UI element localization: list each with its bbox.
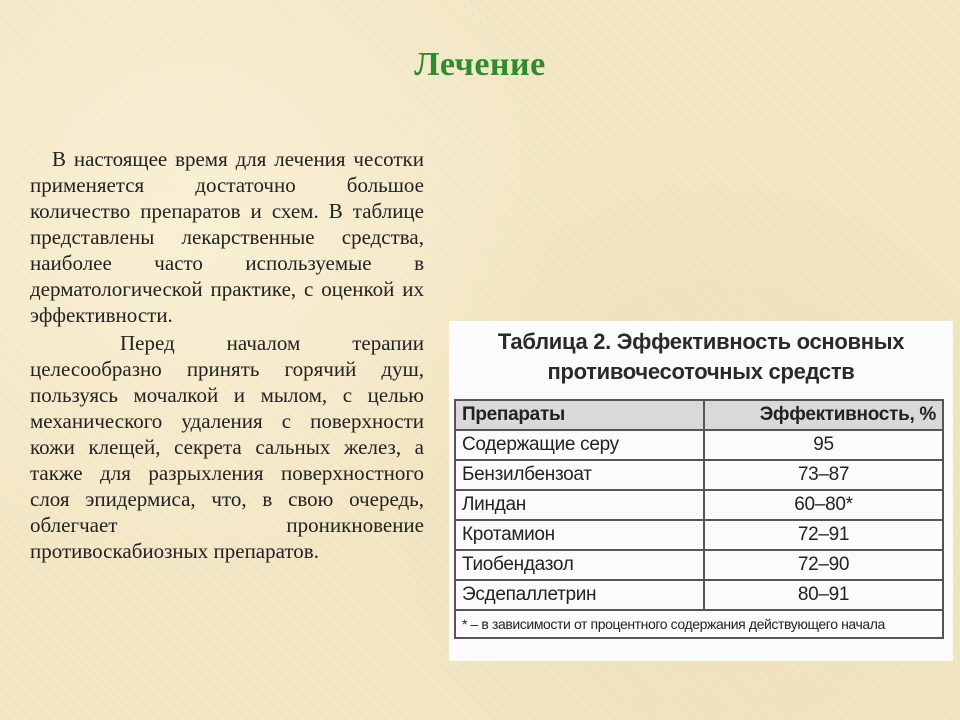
drug-cell: Тиобендазол (455, 550, 704, 580)
paragraph-intro: В настоящее время для лечения чесотки применяется достаточно большое количество препаратов и схем. В таблице представлены лекарственные средства, наиболее часто используемые в дерматологической практике, с оценкой их эффективности. (30, 147, 424, 327)
drug-cell: Кротамион (455, 520, 704, 550)
table-footnote: * – в зависимости от процентного содержания действующего начала (455, 610, 943, 638)
efficacy-cell: 95 (704, 430, 943, 460)
table-caption-line1: Таблица 2. Эффективность основных (497, 329, 905, 354)
efficacy-table-image (449, 321, 953, 661)
table-caption-line2: противочесоточных средств (547, 359, 855, 384)
efficacy-cell: 72–91 (704, 520, 943, 550)
body-text (30, 146, 424, 564)
drug-cell: Эсдепаллетрин (455, 580, 704, 610)
efficacy-cell: 72–90 (704, 550, 943, 580)
table-row (455, 460, 943, 490)
table-header-row (455, 400, 943, 430)
paragraph-preparation: Перед началом терапии целесообразно принять горячий душ, пользуясь мочалкой и мылом, с целью механического удаления с поверхности кожи клещей, секрета сальных желез, а также для разрыхления поверхностного слоя эпидермиса, что, в свою очередь, облегчает проникновение противоскабиозных препаратов. (30, 331, 424, 563)
efficacy-cell: 73–87 (704, 460, 943, 490)
efficacy-table (454, 399, 944, 639)
header-drugs: Препараты (455, 400, 704, 430)
drug-cell: Линдан (455, 490, 704, 520)
table-row (455, 430, 943, 460)
table-row (455, 490, 943, 520)
drug-cell: Содержащие серу (455, 430, 704, 460)
drug-cell: Бензилбензоат (455, 460, 704, 490)
table-row (455, 580, 943, 610)
efficacy-cell: 60–80* (704, 490, 943, 520)
table-row (455, 550, 943, 580)
header-efficacy: Эффективность, % (704, 400, 943, 430)
table-footnote-row (455, 610, 943, 638)
slide-title: Лечение (414, 46, 546, 83)
efficacy-cell: 80–91 (704, 580, 943, 610)
table-caption (449, 321, 953, 393)
table-row (455, 520, 943, 550)
